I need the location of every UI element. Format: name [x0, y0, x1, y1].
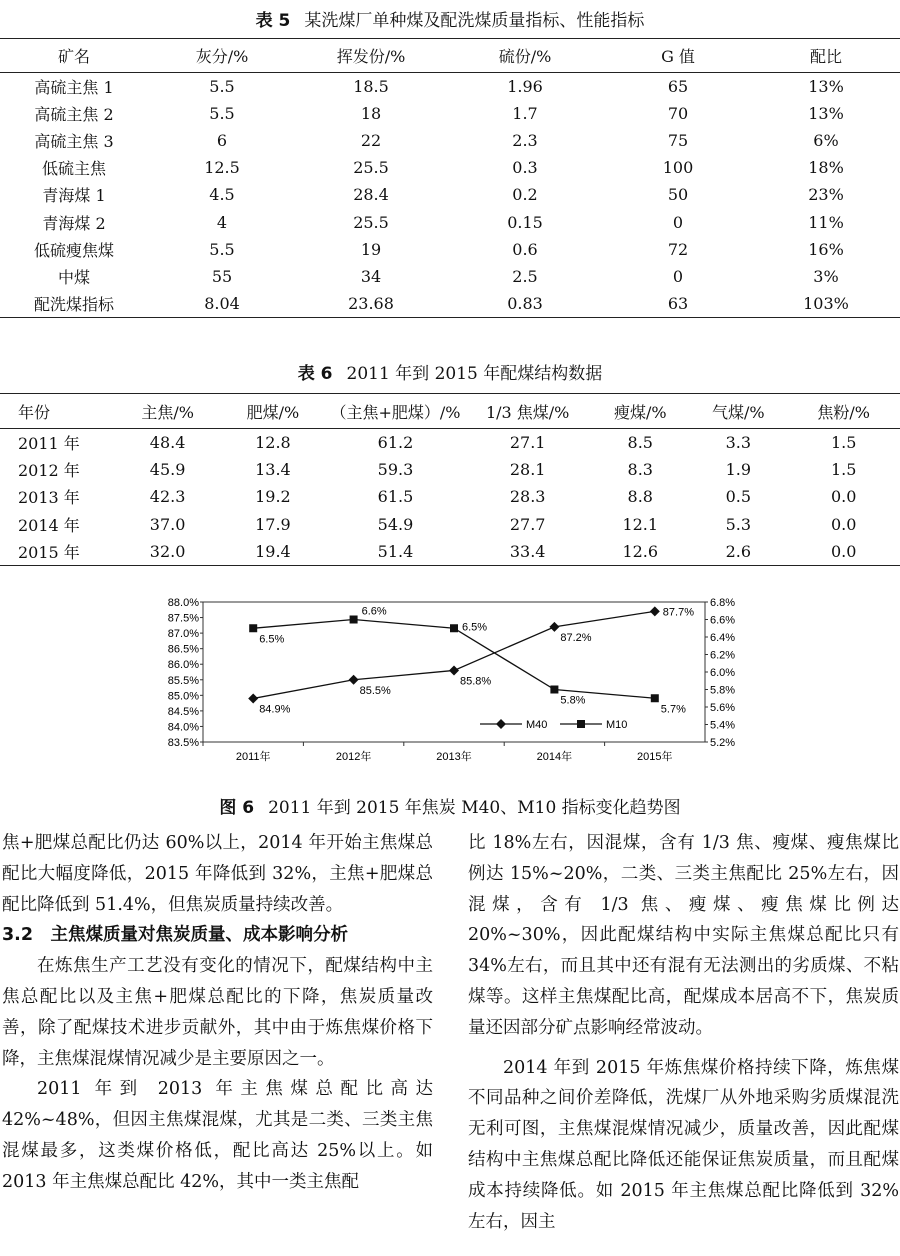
table-cell: 1.5	[830, 460, 857, 480]
table6-header-cell: （主焦+肥煤）/%	[330, 402, 461, 422]
table-cell: 1.9	[725, 460, 752, 480]
table5-header-cell: 矿名	[57, 47, 90, 66]
table-cell: 13%	[808, 104, 844, 124]
table5-header-cell: 灰分/%	[195, 47, 249, 66]
y-left-tick-label: 84.5%	[167, 705, 199, 718]
table-cell: 2013 年	[18, 488, 80, 508]
table-cell: 青海煤 2	[42, 213, 106, 233]
table-row	[0, 456, 900, 483]
table-cell: 75	[667, 131, 689, 151]
table-cell: 18.5	[353, 77, 389, 97]
table-cell: 5.5	[209, 104, 235, 124]
table6-caption	[0, 359, 900, 384]
point-m10	[450, 624, 458, 632]
table-cell: 11%	[808, 212, 844, 232]
table6-header-cell: 1/3 焦煤/%	[485, 402, 570, 422]
table-cell: 37.0	[149, 514, 186, 534]
table-cell: 33.4	[509, 541, 546, 561]
right-paragraph-2: 2014 年到 2015 年炼焦煤价格持续下降，炼焦煤不同品种之间价差降低，洗煤厂从外地采购劣质煤混洗无利可图，主焦煤混煤情况减少，质量改善，因此配煤结构中主焦煤总配比降低还能保证焦炭质量，而且配煤成本持续降低。如 2015 年主焦煤总配比降低到 32%左右，因主	[468, 1057, 899, 1232]
table-cell: 8.3	[627, 460, 653, 480]
y-left-tick-label: 84.0%	[167, 721, 199, 734]
data-label-m40: 84.9%	[259, 703, 291, 716]
point-m40	[248, 693, 258, 703]
table-cell: 配洗煤指标	[33, 294, 114, 314]
y-right-tick-label: 5.6%	[710, 702, 736, 714]
data-label-m40: 87.2%	[560, 631, 592, 644]
table6-header-cell: 主焦/%	[141, 402, 194, 422]
table-cell: 12.1	[622, 514, 659, 534]
figure6-label: 图 6	[219, 798, 255, 818]
x-tick-label: 2013年	[436, 751, 472, 763]
table-cell: 25.5	[353, 158, 389, 178]
y-left-tick-label: 85.5%	[167, 674, 199, 687]
table-cell: 0.0	[830, 487, 857, 507]
table6-header-cell: 年份	[18, 402, 51, 422]
table-cell: 2.5	[512, 266, 538, 286]
data-label-m40: 87.7%	[662, 606, 695, 619]
table-cell: 27.1	[509, 433, 546, 453]
y-left-tick-label: 88.0%	[167, 597, 199, 609]
y-right-tick-label: 5.4%	[710, 719, 736, 732]
x-tick-label: 2014年	[536, 751, 573, 763]
table-cell: 6	[216, 131, 228, 151]
table-cell: 0.83	[507, 293, 543, 313]
table-cell: 0.5	[725, 487, 752, 507]
table-cell: 18	[360, 104, 382, 124]
table-cell: 5.3	[725, 514, 752, 534]
table-cell: 6%	[813, 131, 839, 151]
table-cell: 0.6	[512, 239, 538, 259]
table-cell: 28.4	[353, 185, 389, 205]
table-cell: 61.5	[377, 487, 414, 507]
point-m40	[349, 675, 359, 685]
table-row	[0, 429, 900, 457]
table-cell: 19.2	[255, 487, 291, 507]
table-row	[0, 538, 900, 566]
table-row	[0, 511, 900, 538]
y-right-tick-label: 6.8%	[710, 597, 736, 609]
right-text-column	[468, 828, 899, 1237]
table-cell: 5.5	[209, 239, 235, 259]
legend-m10-label: M10	[606, 719, 628, 731]
data-label-m10: 5.8%	[560, 694, 586, 707]
table-cell: 0.2	[512, 185, 538, 205]
table-cell: 5.5	[209, 77, 235, 97]
table6-header-cell: 瘦煤/%	[613, 402, 667, 422]
table-cell: 13.4	[255, 460, 291, 480]
table-cell: 8.8	[627, 487, 653, 507]
point-m40	[549, 622, 559, 632]
table-cell: 13%	[808, 77, 844, 97]
table5-header-cell: 挥发份/%	[336, 47, 406, 66]
legend-m40-label: M40	[526, 719, 548, 731]
table-cell: 32.0	[149, 541, 186, 561]
table-cell: 19.4	[255, 541, 291, 561]
table-cell: 28.3	[509, 487, 546, 507]
x-tick-label: 2015年	[637, 751, 673, 763]
section-heading-3-2: 3.2 主焦煤质量对焦炭质量、成本影响分析	[2, 925, 348, 946]
table-cell: 8.04	[204, 293, 240, 313]
table-cell: 2011 年	[18, 434, 80, 454]
table-cell: 1.96	[507, 77, 543, 97]
table-cell: 1.5	[830, 433, 857, 453]
table5-header-row	[0, 39, 900, 73]
table-cell: 25.5	[353, 212, 389, 232]
table6-label: 表 6	[297, 364, 333, 384]
left-text-column	[2, 828, 433, 1198]
table-cell: 12.8	[255, 433, 291, 453]
table5-title: 某洗煤厂单种煤及配洗煤质量指标、性能指标	[304, 11, 645, 31]
table5-header-cell: G 值	[661, 47, 695, 66]
data-label-m10: 5.7%	[660, 703, 686, 716]
table-cell: 12.5	[204, 158, 240, 178]
table-cell: 34	[360, 266, 382, 286]
y-right-tick-label: 6.6%	[710, 614, 736, 627]
table-cell: 50	[667, 185, 689, 205]
table6-header-cell: 肥煤/%	[246, 402, 300, 422]
left-paragraph-2: 在炼焦生产工艺没有变化的情况下，配煤结构中主焦总配比以及主焦+肥煤总配比的下降，焦炭质量改善，除了配煤技术进步贡献外，其中由于炼焦煤价格下降，主焦煤混煤情况减少是主要原因之一。	[2, 956, 433, 1069]
table6-title: 2011 年到 2015 年配煤结构数据	[346, 364, 603, 384]
table-cell: 45.9	[149, 460, 186, 480]
table-cell: 70	[667, 104, 689, 124]
data-label-m40: 85.8%	[460, 675, 492, 688]
table-cell: 23.68	[348, 293, 394, 313]
table-cell: 0.3	[512, 158, 538, 178]
table-cell: 23%	[808, 185, 844, 205]
table-row	[0, 73, 900, 101]
table-cell: 中煤	[57, 267, 90, 287]
table-row	[0, 181, 900, 208]
left-paragraph-1: 焦+肥煤总配比仍达 60%以上，2014 年开始主焦煤总配比大幅度降低，2015 年降低到 32%，主焦+肥煤总配比降低到 51.4%，但焦炭质量持续改善。	[2, 833, 433, 915]
table-cell: 低硫瘦焦煤	[33, 240, 114, 260]
y-right-tick-label: 6.2%	[710, 649, 736, 662]
left-paragraph-3: 2011 年到 2013 年主焦煤总配比高达 42%~48%，但因主焦煤混煤，尤其是二类、三类主焦混煤最多，这类煤价格低，配比高达 25%以上。如 2013 年主焦煤总配比 42%，其中一类主焦配	[2, 1079, 433, 1192]
table-cell: 22	[360, 131, 382, 151]
data-label-m10: 6.5%	[259, 633, 285, 646]
table-cell: 0.15	[507, 212, 543, 232]
y-right-tick-label: 5.8%	[710, 684, 736, 697]
table-cell: 17.9	[255, 514, 291, 534]
table-cell: 2014 年	[18, 515, 80, 535]
table-cell: 0.0	[830, 541, 857, 561]
table-cell: 3%	[813, 266, 839, 286]
table-cell: 65	[667, 77, 689, 97]
point-m10	[651, 694, 659, 702]
right-paragraph-1: 比 18%左右，因混煤，含有 1/3 焦、瘦煤、瘦焦煤比例达 15%~20%，二类、三类主焦配比 25%左右，因混煤，含有 1/3 焦、瘦煤、瘦焦煤比例达 20%~30%，因此配煤结构中实际主焦煤总配比只有 34%左右，而且其中还有混有无法测出的劣质煤、不粘煤等。这样主焦煤配比高，配煤成本居高不下，焦炭质量还因部分矿点影响经常波动。	[468, 833, 899, 1038]
table-cell: 0	[672, 212, 684, 232]
point-m10	[350, 616, 358, 624]
y-left-tick-label: 87.5%	[167, 612, 199, 625]
data-label-m10: 6.5%	[462, 621, 488, 634]
table-cell: 72	[667, 239, 689, 259]
data-label-m10: 6.6%	[361, 605, 387, 618]
data-label-m40: 85.5%	[359, 684, 391, 697]
table-cell: 2.6	[725, 541, 752, 561]
table-cell: 高硫主焦 3	[34, 132, 114, 152]
y-right-tick-label: 5.2%	[710, 737, 736, 749]
table5	[0, 38, 900, 318]
table-row	[0, 127, 900, 154]
y-left-tick-label: 85.0%	[167, 690, 199, 703]
table5-label: 表 5	[255, 11, 291, 31]
table-row	[0, 154, 900, 181]
table-row	[0, 263, 900, 290]
point-m10	[249, 624, 257, 632]
table-cell: 51.4	[377, 541, 414, 561]
y-left-tick-label: 86.0%	[167, 659, 199, 672]
table-row	[0, 208, 900, 235]
table-cell: 19	[360, 239, 382, 259]
table6-header-cell: 焦粉/%	[817, 402, 870, 422]
table-cell: 103%	[803, 293, 849, 313]
point-m10	[550, 686, 558, 694]
table-cell: 27.7	[509, 514, 546, 534]
legend-m40-marker	[496, 719, 506, 729]
table-cell: 63	[667, 293, 689, 313]
table-cell: 100	[662, 158, 694, 178]
table-cell: 55	[211, 266, 233, 286]
table-cell: 高硫主焦 1	[34, 78, 114, 98]
table-row	[0, 483, 900, 510]
table5-header-cell: 硫份/%	[498, 47, 552, 66]
table-cell: 54.9	[377, 514, 414, 534]
figure6-caption	[0, 793, 900, 818]
x-tick-label: 2012年	[335, 751, 372, 763]
table-cell: 2.3	[512, 131, 538, 151]
table-cell: 28.1	[509, 460, 546, 480]
table6-header-cell: 气煤/%	[712, 402, 765, 422]
y-right-tick-label: 6.0%	[710, 667, 736, 679]
table-cell: 48.4	[149, 433, 186, 453]
table5-header-cell: 配比	[809, 47, 842, 66]
table-cell: 0.0	[830, 514, 857, 534]
table-cell: 16%	[808, 239, 844, 259]
table-cell: 2015 年	[18, 542, 80, 562]
point-m40	[650, 606, 660, 616]
table6-header-row	[0, 394, 900, 429]
y-left-tick-label: 86.5%	[167, 643, 199, 656]
table-cell: 0	[672, 266, 684, 286]
table-row	[0, 290, 900, 318]
table-row	[0, 236, 900, 263]
legend-m10-marker	[577, 720, 585, 728]
table-row	[0, 100, 900, 127]
table6	[0, 393, 900, 566]
table-cell: 61.2	[377, 433, 414, 453]
table-cell: 4	[216, 212, 228, 232]
table-cell: 8.5	[627, 433, 653, 453]
point-m40	[449, 665, 459, 675]
table5-caption	[0, 6, 900, 31]
y-left-tick-label: 87.0%	[167, 628, 199, 641]
table-cell: 低硫主焦	[41, 159, 106, 179]
table-cell: 青海煤 1	[42, 186, 106, 206]
table-cell: 12.6	[622, 541, 659, 561]
table-cell: 4.5	[209, 185, 235, 205]
table-cell: 3.3	[725, 433, 752, 453]
y-right-tick-label: 6.4%	[710, 632, 736, 644]
x-tick-label: 2011年	[235, 751, 271, 763]
table-cell: 2012 年	[18, 461, 80, 481]
table-cell: 1.7	[512, 104, 538, 124]
table-cell: 42.3	[149, 487, 186, 507]
m40-m10-trend-chart	[150, 592, 750, 777]
y-left-tick-label: 83.5%	[167, 737, 199, 749]
figure6-title: 2011 年到 2015 年焦炭 M40、M10 指标变化趋势图	[268, 798, 681, 818]
table-cell: 高硫主焦 2	[34, 105, 114, 125]
table-cell: 18%	[808, 158, 844, 178]
table-cell: 59.3	[377, 460, 414, 480]
